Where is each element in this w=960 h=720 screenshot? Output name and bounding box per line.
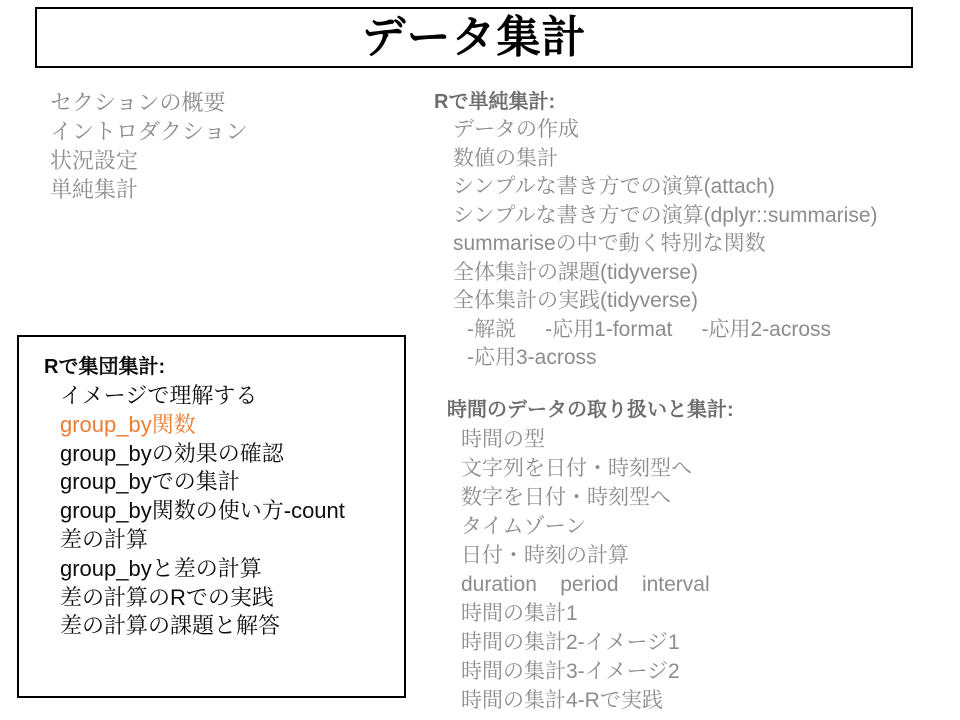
section-heading-time-aggregation: 時間のデータの取り扱いと集計: — [447, 399, 734, 421]
group-aggregation-list — [44, 382, 404, 641]
toc-item: 時間の集計1 — [461, 602, 578, 625]
toc-item: 数値の集計 — [453, 146, 558, 170]
toc-item: summariseの中で動く特別な関数 — [453, 232, 766, 255]
slide-title: データ集計 — [361, 12, 587, 62]
toc-item: データの作成 — [453, 118, 579, 141]
toc-item: 差の計算 — [60, 526, 149, 552]
toc-item: 全体集計の課題(tidyverse) — [453, 260, 699, 284]
toc-item: 差の計算の課題と解答 — [60, 613, 281, 639]
toc-item: duration period interval — [461, 573, 710, 596]
simple-aggregation-list — [434, 116, 878, 373]
toc-item: タイムゾーン — [461, 515, 587, 538]
toc-item: 日付・時刻の計算 — [461, 544, 629, 567]
outline-item: 状況設定 — [50, 148, 139, 173]
toc-item: 数字を日付・時刻型へ — [461, 486, 671, 509]
section-group-aggregation-box — [17, 335, 406, 698]
toc-item: group_byでの集計 — [60, 469, 240, 495]
toc-item: シンプルな書き方での演算(attach) — [453, 175, 775, 198]
toc-item: group_byと差の計算 — [60, 555, 262, 581]
toc-item: group_byの効果の確認 — [60, 440, 284, 466]
toc-subitem: -応用3-across — [467, 346, 597, 369]
toc-item: イメージで理解する — [60, 383, 258, 408]
time-aggregation-list — [447, 425, 734, 715]
toc-item: シンプルな書き方での演算(dplyr::summarise) — [453, 203, 878, 227]
toc-item: 時間の型 — [461, 428, 545, 451]
title-box — [35, 7, 913, 68]
outline-item: イントロダクション — [50, 119, 248, 144]
section-simple-aggregation — [434, 88, 878, 373]
outline-item: 単純集計 — [50, 177, 139, 202]
toc-item-highlighted: group_by関数 — [60, 411, 196, 437]
section-heading-simple-aggregation: Rで単純集計: — [434, 91, 556, 113]
toc-item: group_by関数の使い方-count — [60, 498, 345, 524]
toc-item: 時間の集計2-イメージ1 — [461, 631, 680, 654]
toc-item: 時間の集計4-Rで実践 — [461, 689, 663, 712]
toc-item: 全体集計の実践(tidyverse) — [453, 289, 699, 312]
toc-item: 時間の集計3-イメージ2 — [461, 660, 680, 683]
outline-list — [50, 88, 248, 204]
toc-subitem: -解説 -応用1-format -応用2-across — [467, 317, 832, 341]
toc-item: 文字列を日付・時刻型へ — [461, 457, 692, 480]
section-heading-group-aggregation: Rで集団集計: — [44, 356, 166, 378]
toc-item: 差の計算のRでの実践 — [60, 584, 274, 610]
outline-item: セクションの概要 — [50, 90, 226, 115]
section-time-aggregation — [447, 396, 734, 715]
